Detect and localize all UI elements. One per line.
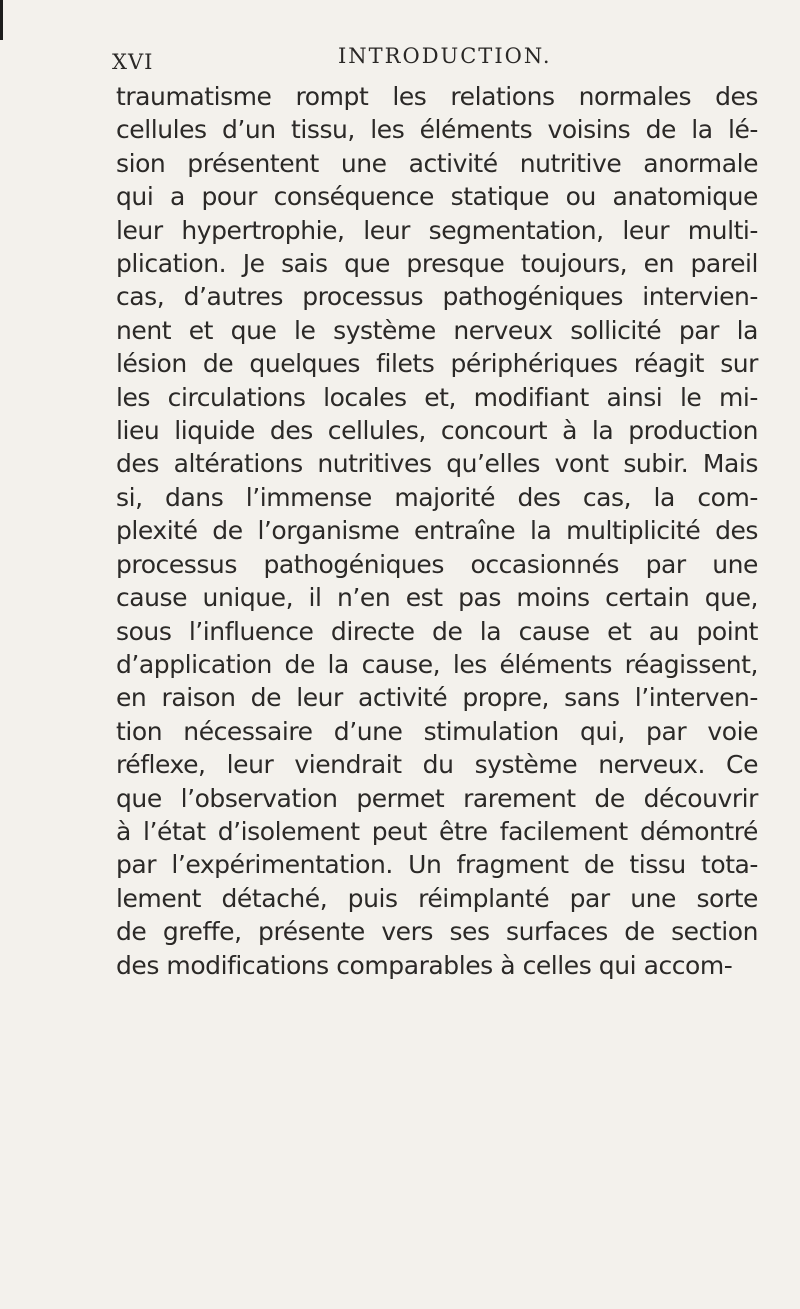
page-number: XVI xyxy=(112,50,154,74)
text-line: traumatisme rompt les relations normales des xyxy=(116,82,758,111)
text-line: qui a pour conséquence statique ou anatomique xyxy=(116,182,758,212)
text-line: réflexe, leur viendrait du système nerveux. Ce xyxy=(116,750,758,780)
text-line: plexité de l’organisme entraîne la multiplicité des xyxy=(116,516,758,546)
page-edge-mark xyxy=(0,0,3,40)
text-line: cause unique, il n’en est pas moins certain que, xyxy=(116,583,758,613)
body-text xyxy=(116,80,758,982)
text-line: à l’état d’isolement peut être facilement démontré xyxy=(116,816,758,846)
text-line: des modifications comparables à celles qui accom- xyxy=(116,950,733,980)
text-line: de greffe, présente vers ses surfaces de section xyxy=(116,917,758,947)
text-line: processus pathogéniques occasionnés par une xyxy=(116,549,758,579)
running-title: INTRODUCTION. xyxy=(338,44,552,68)
text-line: leur hypertrophie, leur segmentation, leur multi- xyxy=(116,215,758,245)
text-line: si, dans l’immense majorité des cas, la com- xyxy=(116,482,758,512)
text-line: cas, d’autres processus pathogéniques intervien- xyxy=(116,282,758,312)
text-line: lieu liquide des cellules, concourt à la production xyxy=(116,416,758,446)
text-line: en raison de leur activité propre, sans l’interven- xyxy=(116,683,758,713)
text-line: des altérations nutritives qu’elles vont subir. Mais xyxy=(116,449,758,479)
text-line: sion présentent une activité nutritive anormale xyxy=(116,148,758,178)
text-line: plication. Je sais que presque toujours, en pareil xyxy=(116,249,758,279)
page-header xyxy=(112,36,752,76)
text-line: lement détaché, puis réimplanté par une sorte xyxy=(116,883,758,913)
text-line: sous l’influence directe de la cause et au point xyxy=(116,616,758,646)
text-line: d’application de la cause, les éléments réagissent, xyxy=(116,649,758,679)
text-line: tion nécessaire d’une stimulation qui, par voie xyxy=(116,716,758,746)
text-line: par l’expérimentation. Un fragment de tissu tota- xyxy=(116,850,758,880)
text-line: que l’observation permet rarement de découvrir xyxy=(116,783,758,813)
text-line: les circulations locales et, modifiant ainsi le mi- xyxy=(116,382,758,412)
text-line: cellules d’un tissu, les éléments voisins de la lé- xyxy=(116,115,758,145)
text-line: lésion de quelques filets périphériques réagit sur xyxy=(116,349,758,379)
text-line: nent et que le système nerveux sollicité par la xyxy=(116,315,758,345)
